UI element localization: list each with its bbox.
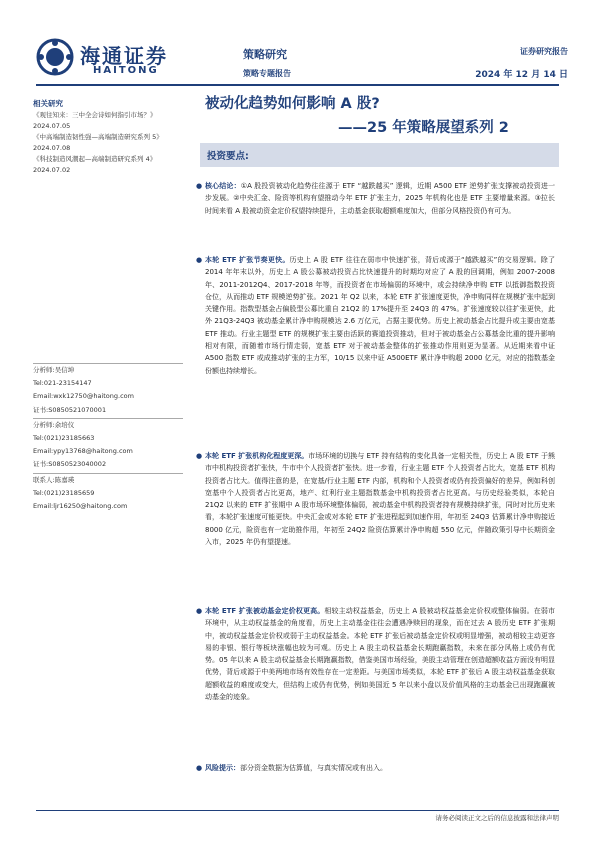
related-research-heading: 相关研究: [33, 99, 63, 108]
paragraph-body: 历史上 A 股 ETF 往往在弱市中快速扩张，背后或源于“越跌越买”的交易逻辑。除了 2014 年年末以外，历史上 A 股公募被动投资占比快速提升的时期均对应了 A 股的回调期，例如 2007-2008 年、2011-2012Q4、2017-2018 年等，而投资者在市场偏弱的环境中，或会持续净申购 ETF 以抵御指数投资仓位，从而推动 ETF 规模逆势扩张。2021 年 Q2 以来，本轮 ETF 扩张速度更快，净申购同样在规模扩张中起到关键作用。指数型基金占偏股型公募比重自 21Q2 的 17%提升至 24Q3 的 47%。扩张速度较以往扩张更快，此外 21Q3-24Q3 被动基金累计净申购规模达 2.6 万亿元，占据主要优势。历史上被动基金占比提升或主要由宽基 ETF 推动。行业主题型 ETF 的规模扩张主要由活跃的赛道投资推动，但对于被动基金占公募基金比重的提升影响相对有限，而随着市场行情走弱，宽基 ETF 对于被动基金整体的扩张推动作用则更为显著。从近期来看中证 A500 指数 ETF 或成推动扩张的主力军，10/15 以来中证 A500ETF 累计净申购超 2000 亿元，对应的指数基金份额也持续增长。: [205, 256, 555, 375]
paragraph-lead: 本轮 ETF 扩张被动基金定价权更高。: [205, 607, 325, 615]
analyst-contacts: [33, 362, 193, 513]
paragraph-lead: 核心结论：: [205, 182, 241, 190]
summary-paragraph: [196, 180, 556, 217]
bullet-icon: ●: [196, 256, 203, 264]
related-research-item[interactable]: 《科技制造风潮起—高端制造研究系列 4》2024.07.02: [33, 155, 157, 174]
paragraph-body: 部分资金数据为估算值，与真实情况或有出入。: [240, 764, 387, 772]
report-date: 2024 年 12 月 14 日: [475, 70, 568, 80]
summary-paragraph: [196, 762, 555, 774]
bullet-icon: ●: [196, 764, 203, 772]
analyst-cert: 证书:S0850521070001: [33, 405, 107, 414]
paragraph-body: 市场环境的切换与 ETF 持有结构的变化具备一定相关性，历史上 A 股 ETF 于熊市中机构投资者扩张快，牛市中个人投资者扩张快。进一步看，行业主题 ETF 个人投资者占比大，宽基 ETF 机构投资者占比大。值得注意的是，在宽基/行业主题 ETF 内部，机构和个人投资者或仍有投资偏好的差异，例如科创宽基中个人投资者占比更高，地产、红利行业主题指数基金中机构投资者占比更高。与历史经验类似，本轮自 21Q2 以来的 ETF 扩张期中 A 股市场环境整体偏弱，被动基金中机构投资者持有规模持续扩张，同时对比历史来看，本轮扩张速度可能更快。中央汇金或对本轮 ETF 扩张进程起到加速作用，年初至 24Q3 估算累计净申购接近 8000 亿元，险资也有一定助推作用，年初至 24Q2 险资估算累计净申购超 550 亿元，伴随政策引导中长期资金入市，2025 年仍有望提速。: [205, 452, 556, 547]
paragraph-lead: 本轮 ETF 扩张机构化程度更深。: [205, 452, 309, 460]
report-title: 被动化趋势如何影响 A 股?: [205, 96, 380, 112]
contact-tel: Tel:(021)23185659: [33, 488, 95, 497]
analyst-email[interactable]: Email:wxk12750@haitong.com: [33, 392, 134, 401]
bullet-icon: ●: [196, 182, 203, 190]
related-research-list: [33, 110, 185, 176]
header-divider: [36, 84, 559, 86]
analyst-email[interactable]: Email:ypy13768@haitong.com: [33, 447, 133, 456]
analyst-cert: 证书:S0850523040002: [33, 460, 107, 469]
paragraph-body: ①A 股投资被动化趋势往往源于 ETF “越跌越买” 逻辑，近期 A500 ETF 逆势扩张支撑被动投资进一步发展。②中央汇金、险资等机构有望推动今年 ETF 扩张主力，2025 年机构化也是 ETF 主要增量来源。③拉长时间来看 A 股被动资金定价权望持续提升，主动基金获取超额难度加大，但部分风格投资仍有可为。: [205, 182, 556, 215]
logo-chinese-name: 海通证券: [80, 44, 168, 68]
related-research-item[interactable]: 《观往知来：三中全会诗如何指引市场？》2024.07.05: [33, 111, 157, 130]
paragraph-lead: 本轮 ETF 扩张节奏更快。: [205, 256, 290, 264]
bullet-icon: ●: [196, 607, 203, 615]
contact-email[interactable]: Email:ljr16250@haitong.com: [33, 502, 128, 511]
bullet-icon: ●: [196, 452, 203, 460]
summary-paragraph: [196, 450, 556, 548]
footer-disclaimer: 请务必阅读正文之后的信息披露和法律声明: [435, 814, 559, 822]
logo-english-name: HAITONG: [93, 65, 159, 76]
paragraph-lead: 风险提示：: [205, 764, 240, 772]
report-category: 策略研究: [243, 48, 287, 61]
summary-paragraph: [196, 254, 555, 377]
investment-summary-label: 投资要点:: [207, 151, 249, 162]
summary-paragraph: [196, 605, 555, 703]
report-subtitle: ——25 年策略展望系列 2: [338, 120, 509, 136]
analyst-name: 分析师:余培仪: [33, 420, 75, 429]
report-label: 证券研究报告: [520, 47, 568, 56]
footer-divider: [36, 810, 559, 811]
company-logo-icon: [36, 38, 74, 76]
related-research-item[interactable]: 《中高端制造韧性强—高端制造研究系列 5》2024.07.08: [33, 133, 163, 152]
analyst-tel: Tel:021-23154147: [33, 379, 92, 388]
report-type: 策略专题报告: [243, 69, 291, 78]
analyst-tel: Tel:(021)23185663: [33, 434, 95, 443]
contact-name: 联系人:陈嘉瑛: [33, 475, 75, 484]
paragraph-body: 相较主动权益基金，历史上 A 股被动权益基金定价权或整体偏弱。在弱市环境中，从主动权益基金的角度看，历史上主动基金往往会遭遇净赎回的现象，而在过去 A 股历史 ETF 扩张期中，被动权益基金定价权或弱于主动权益基金。本轮 ETF 扩张后被动基金定价权或明显增强，被动相较主动更容易的非银、银行等板块涨幅也较为可观。历史上 A 股主动权益基金长期跑赢指数，未来在部分风格上或仍有优势。05 年以来 A 股主动权益基金长期跑赢指数，借鉴美国市场经验，美股主动管理在创造超额收益方面没有明显优势，背后或源于中美两地市场有效性存在一定差距。与美国市场类似，本轮 ETF 扩张后 A 股主动权益基金获取超额收益的难度或变大，但结构上或仍有优势，例如美国近 5 年以来小盘以及价值风格的主动基金已出现跑赢被动基金的迹象。: [205, 607, 555, 702]
investment-summary-bar: [200, 143, 559, 167]
analyst-name: 分析师:吴信坤: [33, 366, 75, 374]
